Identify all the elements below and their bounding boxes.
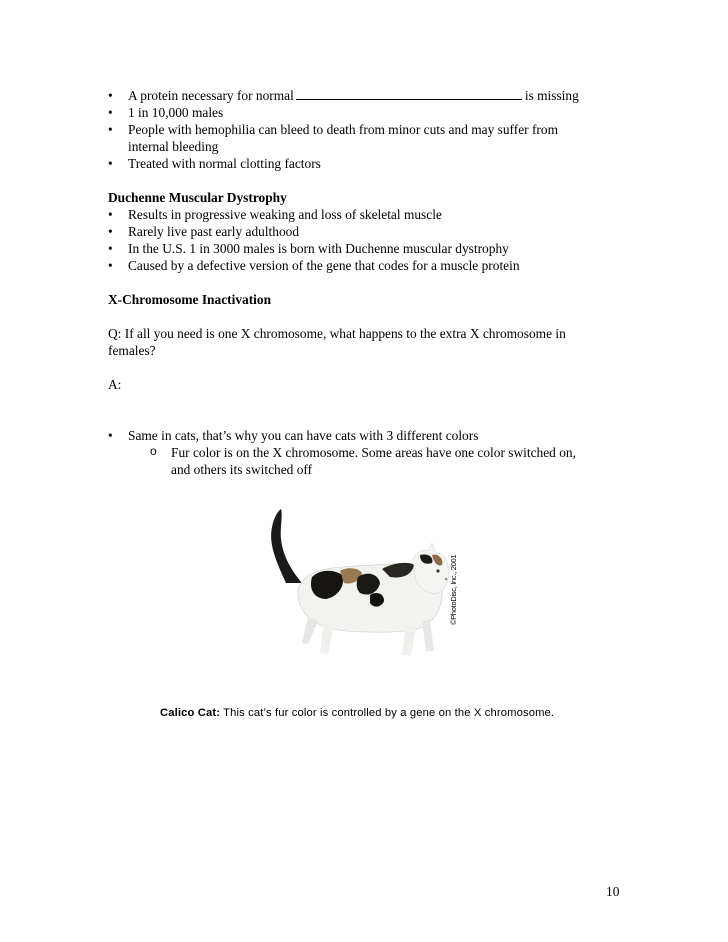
page-number: 10	[606, 884, 620, 899]
bullet-text-line1: People with hemophilia can bleed to death from minor cuts and may suffer from	[128, 122, 558, 137]
cat-tail	[271, 509, 302, 583]
list-item	[108, 155, 628, 172]
bullet-icon: •	[108, 207, 113, 222]
cats-list	[108, 427, 638, 478]
cat-eye	[436, 569, 439, 572]
bullet-icon: •	[108, 241, 113, 256]
bullet-text: Results in progressive weaking and loss of skeletal muscle	[128, 207, 442, 222]
cat-leg	[422, 619, 434, 651]
bullet-text: Caused by a defective version of the gene that codes for a muscle protein	[128, 258, 520, 273]
cat-leg	[302, 617, 318, 644]
duchenne-heading: Duchenne Muscular Dystrophy	[108, 190, 287, 205]
sub-bullet-icon: o	[150, 444, 157, 458]
bullet-icon: •	[108, 122, 113, 137]
bullet-text-post: is missing	[524, 88, 579, 103]
xinactivation-heading: X-Chromosome Inactivation	[108, 292, 272, 307]
question	[108, 325, 628, 359]
list-item	[108, 257, 628, 274]
bullet-text-pre: A protein necessary for normal	[128, 88, 294, 103]
sub-list-item	[108, 444, 638, 478]
caption-text: This cat’s fur color is controlled by a gene on the X chromosome.	[223, 707, 555, 719]
sub-bullet-text-line2: and others its switched off	[171, 462, 313, 477]
sub-bullet-text-line1: Fur color is on the X chromosome. Some areas have one color switched on,	[171, 445, 576, 460]
calico-cat-image	[262, 505, 467, 665]
cat-leg	[320, 623, 334, 654]
bullet-text: Treated with normal clotting factors	[128, 156, 321, 171]
figure-caption	[160, 707, 554, 719]
list-item	[108, 427, 638, 444]
bullet-icon: •	[108, 105, 113, 120]
list-item	[108, 87, 628, 104]
question-line1: Q: If all you need is one X chromosome, what happens to the extra X chromosome in	[108, 326, 566, 341]
list-item	[108, 206, 628, 223]
cat-nose	[445, 578, 448, 581]
bullet-icon: •	[108, 258, 113, 273]
bullet-icon: •	[108, 88, 113, 103]
bullet-text: In the U.S. 1 in 3000 males is born with Duchenne muscular dystrophy	[128, 241, 509, 256]
list-item	[108, 240, 628, 257]
bullet-text: Same in cats, that’s why you can have cats with 3 different colors	[128, 428, 479, 443]
question-line2: females?	[108, 343, 156, 358]
duchenne-list	[108, 206, 628, 274]
bullet-text: 1 in 10,000 males	[128, 105, 224, 120]
list-item	[108, 104, 628, 121]
bullet-icon: •	[108, 224, 113, 239]
bullet-icon: •	[108, 156, 113, 171]
list-item	[108, 223, 628, 240]
list-item	[108, 121, 628, 155]
photo-credit: ©PhotoDisc, Inc., 2001	[449, 554, 458, 625]
answer-label: A:	[108, 377, 122, 392]
bullet-text-line2: internal bleeding	[128, 139, 219, 154]
fill-in-blank	[296, 87, 522, 100]
caption-label: Calico Cat:	[160, 707, 221, 719]
bullet-icon: •	[108, 428, 113, 443]
bullet-text: Rarely live past early adulthood	[128, 224, 300, 239]
hemophilia-list	[108, 87, 628, 172]
